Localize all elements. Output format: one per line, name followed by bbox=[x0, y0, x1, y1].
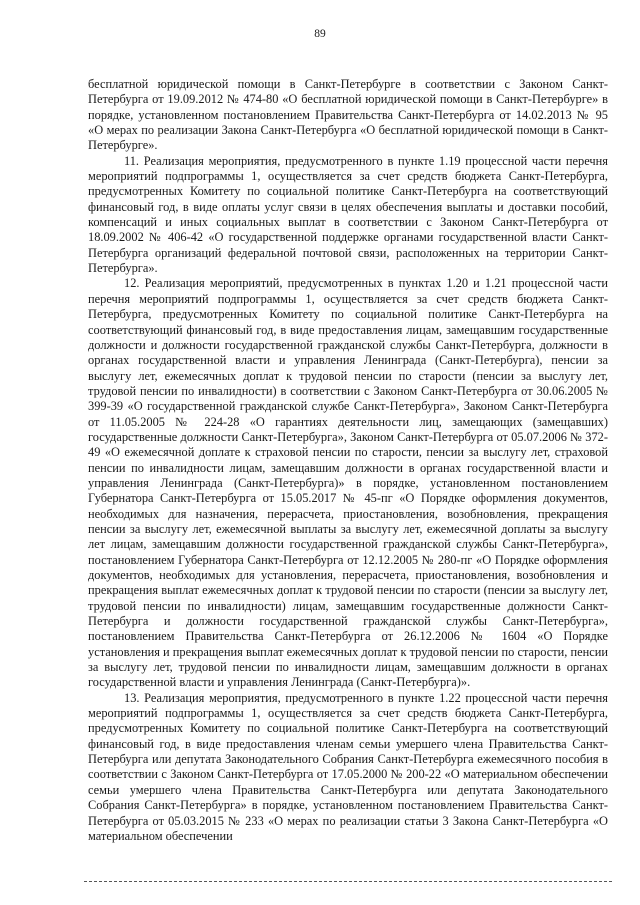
paragraph-item-13: 13. Реализация мероприятия, предусмотренного в пункте 1.22 процессной части перечня мероприятий подпрограммы 1, осуществляется за счет средств бюджета Санкт-Петербурга, предусмотренных Комитету по социальной политике Санкт-Петербурга на соответствующий финансовый год, в виде предоставления членам семьи умершего члена Правительства Санкт-Петербурга или депутата Законодательного Собрания Санкт-Петербурга ежемесячного пособия в соответствии с Законом Санкт-Петербурга от 17.05.2000 № 200-22 «О материальном обеспечении семьи умершего члена Правительства Санкт-Петербурга или депутата Законодательного Собрания Санкт-Петербурга» в порядке, установленном постановлением Правительства Санкт-Петербурга от 05.03.2015 № 233 «О мерах по реализации статьи 3 Закона Санкт-Петербурга «О материальном обеспечении bbox=[88, 690, 608, 843]
paragraph-item-12: 12. Реализация мероприятий, предусмотренных в пунктах 1.20 и 1.21 процессной части перечня мероприятий подпрограммы 1, осуществляется за счет средств бюджета Санкт-Петербурга, предусмотренных Комитету по социальной политике Санкт-Петербурга на соответствующий финансовый год, в виде предоставления лицам, замещавшим государственные должности и должности государственной гражданской службы Санкт-Петербурга, должности в органах государственной власти и управления Ленинграда (Санкт-Петербурга), пенсии за выслугу лет, ежемесячных доплат к трудовой пенсии по старости (пенсии за выслугу лет, трудовой пенсии по инвалидности) в соответствии с Законом Санкт-Петербурга от 30.06.2005 № 399-39 «О государственной гражданской службе Санкт-Петербурга», Законом Санкт-Петербурга от 11.05.2005 № 224-28 «О гарантиях деятельности лиц, замещающих (замещавших) государственные должности Санкт-Петербурга», Законом Санкт-Петербурга от 05.07.2006 № 372-49 «О ежемесячной доплате к страховой пенсии по старости, пенсии за выслугу лет, страховой пенсии по инвалидности лицам, замещавшим должности в органах государственной власти и управления Ленинграда (Санкт-Петербурга)» в порядке, установленном постановлением Губернатора Санкт-Петербурга от 15.05.2017 № 45-пг «О Порядке оформления документов, необходимых для назначения, перерасчета, приостановления, возобновления, прекращения пенсии за выслугу лет, ежемесячной выплаты за выслугу лет, ежемесячной доплаты за выслугу лет лицам, замещавшим должности государственной гражданской службы Санкт-Петербурга», постановлением Губернатора Санкт-Петербурга от 12.12.2005 № 280-пг «О Порядке оформления документов, необходимых для установления, перерасчета, приостановления, возобновления и прекращения выплат ежемесячных доплат к трудовой пенсии по старости (пенсии за выслугу лет, трудовой пенсии по инвалидности) лицам, замещавшим государственные должности Санкт-Петербурга и должности государственной гражданской службы Санкт-Петербурга», постановлением Правительства Санкт-Петербурга от 26.12.2006 № 1604 «О Порядке установления и прекращения выплат ежемесячных доплат к трудовой пенсии по старости, пенсии за выслугу лет, трудовой пенсии по инвалидности лицам, замещавшим должности в органах государственной власти и управления Ленинграда (Санкт-Петербурга)». bbox=[88, 276, 608, 690]
paragraph-item-11: 11. Реализация мероприятия, предусмотренного в пункте 1.19 процессной части перечня мероприятий подпрограммы 1, осуществляется за счет средств бюджета Санкт-Петербурга, предусмотренных Комитету по социальной политике Санкт-Петербурга на соответствующий финансовый год, в виде оплаты услуг связи в целях обеспечения выплаты и доставки пособий, компенсаций и иных социальных выплат в соответствии с Законом Санкт-Петербурга от 18.09.2002 № 406-42 «О государственной поддержке органами государственной власти Санкт-Петербурга организаций федеральной почтовой связи, расположенных на территории Санкт-Петербурга». bbox=[88, 153, 608, 276]
page-bottom-rule bbox=[84, 881, 612, 882]
paragraph-continuation: бесплатной юридической помощи в Санкт-Петербурге в соответствии с Законом Санкт-Петербурга от 19.09.2012 № 474-80 «О бесплатной юридической помощи в Санкт-Петербурге» в порядке, установленном постановлением Правительства Санкт-Петербурга от 14.02.2013 № 95 «О мерах по реализации Закона Санкт-Петербурга «О бесплатной юридической помощи в Санкт-Петербурге». bbox=[88, 77, 608, 153]
page-number: 89 bbox=[314, 28, 326, 40]
document-body bbox=[88, 77, 608, 844]
